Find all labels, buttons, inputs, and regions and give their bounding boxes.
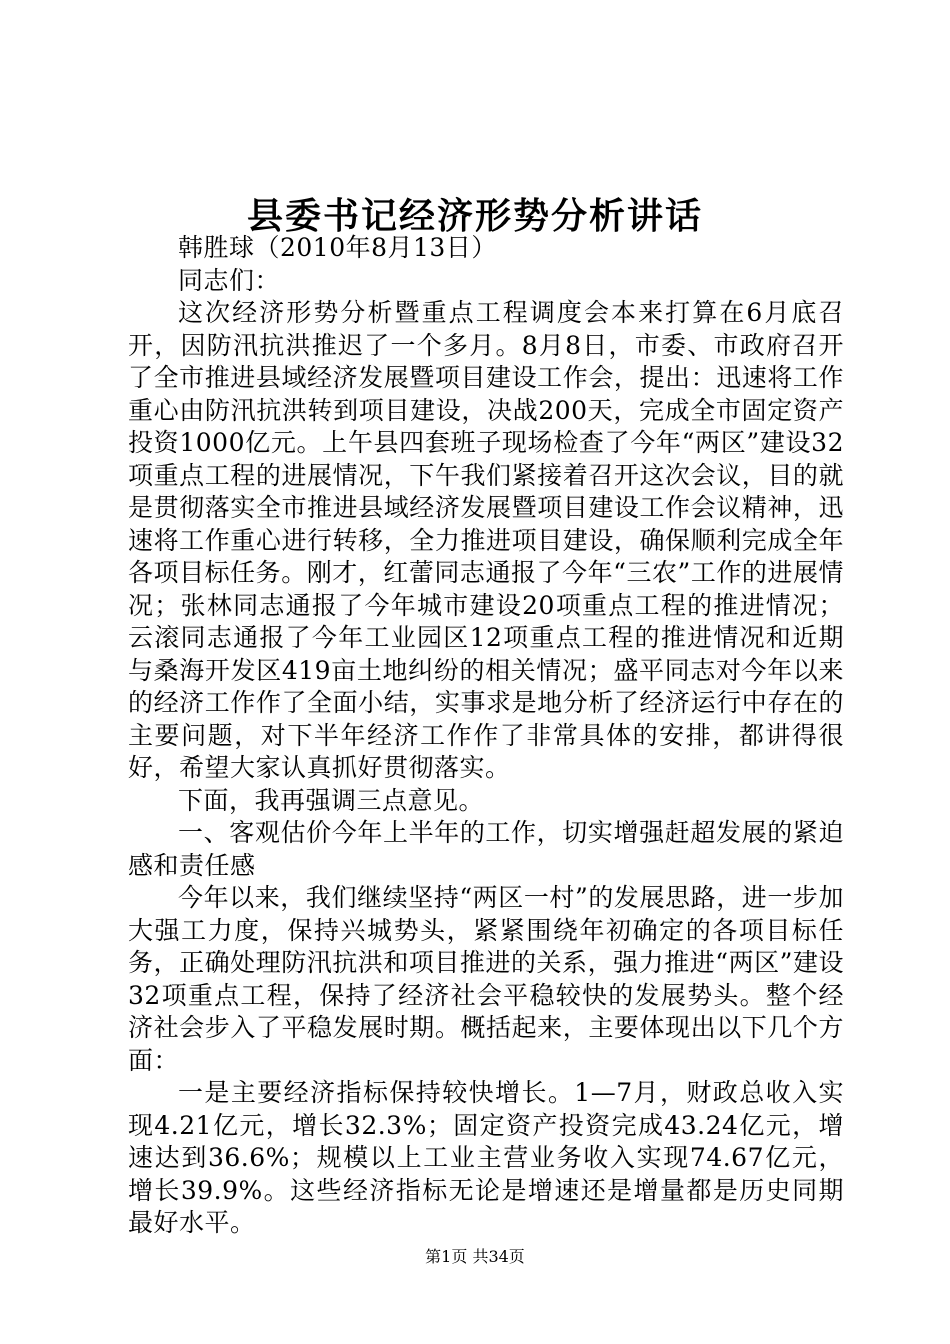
section-heading: 一、客观估价今年上半年的工作，切实增强赶超发展的紧迫感和责任感 (128, 818, 844, 880)
salutation: 同志们： (178, 265, 281, 295)
document-title: 县委书记经济形势分析讲话 (246, 195, 703, 237)
paragraph: 这次经济形势分析暨重点工程调度会本来打算在6月底召开，因防汛抗洪推迟了一个多月。8月8日，市委、市政府召开了全市推进县域经济发展暨项目建设工作会，提出：迅速将工作重心由防汛抗洪转到项目建设，决战200天，完成全市固定资产投资1000亿元。上午县四套班子现场检查了今年“两区”建设32项重点工程的进展情况，下午我们紧接着召开这次会议，目的就是贯彻落实全市推进县域经济发展暨项目建设工作会议精神，迅速将工作重心进行转移，全力推进项目建设，确保顺利完成全年各项目标任务。刚才，红蕾同志通报了今年“三农”工作的进展情况；张林同志通报了今年城市建设20项重点工程的推进情况；云滚同志通报了今年工业园区12项重点工程的推进情况和近期与桑海开发区419亩土地纠纷的相关情况；盛平同志对今年以来的经济工作作了全面小结，实事求是地分析了经济运行中存在的主要问题，对下半年经济工作作了非常具体的安排，都讲得很好，希望大家认真抓好贯彻落实。 (128, 298, 844, 782)
page-number-footer: 第1页 共34页 (425, 1247, 525, 1266)
paragraph: 今年以来，我们继续坚持“两区一村”的发展思路，进一步加大强工力度，保持兴城势头，紧紧围绕年初确定的各项目标任务，正确处理防汛抗洪和项目推进的关系，强力推进“两区”建设32项重点工程，保持了经济社会平稳较快的发展势头。整个经济社会步入了平稳发展时期。概括起来，主要体现出以下几个方面： (128, 883, 844, 1075)
author-date-line: 韩胜球（2010年8月13日） (178, 233, 497, 262)
paragraph: 下面，我再强调三点意见。 (178, 785, 485, 815)
document-body (128, 232, 844, 1240)
paragraph: 一是主要经济指标保持较快增长。1—7月，财政总收入实现4.21亿元，增长32.3%；固定资产投资完成43.24亿元，增速达到36.6%；规模以上工业主营业务收入实现74.67亿元，增长39.9%。这些经济指标无论是增速还是增量都是历史同期最好水平。 (128, 1078, 844, 1237)
